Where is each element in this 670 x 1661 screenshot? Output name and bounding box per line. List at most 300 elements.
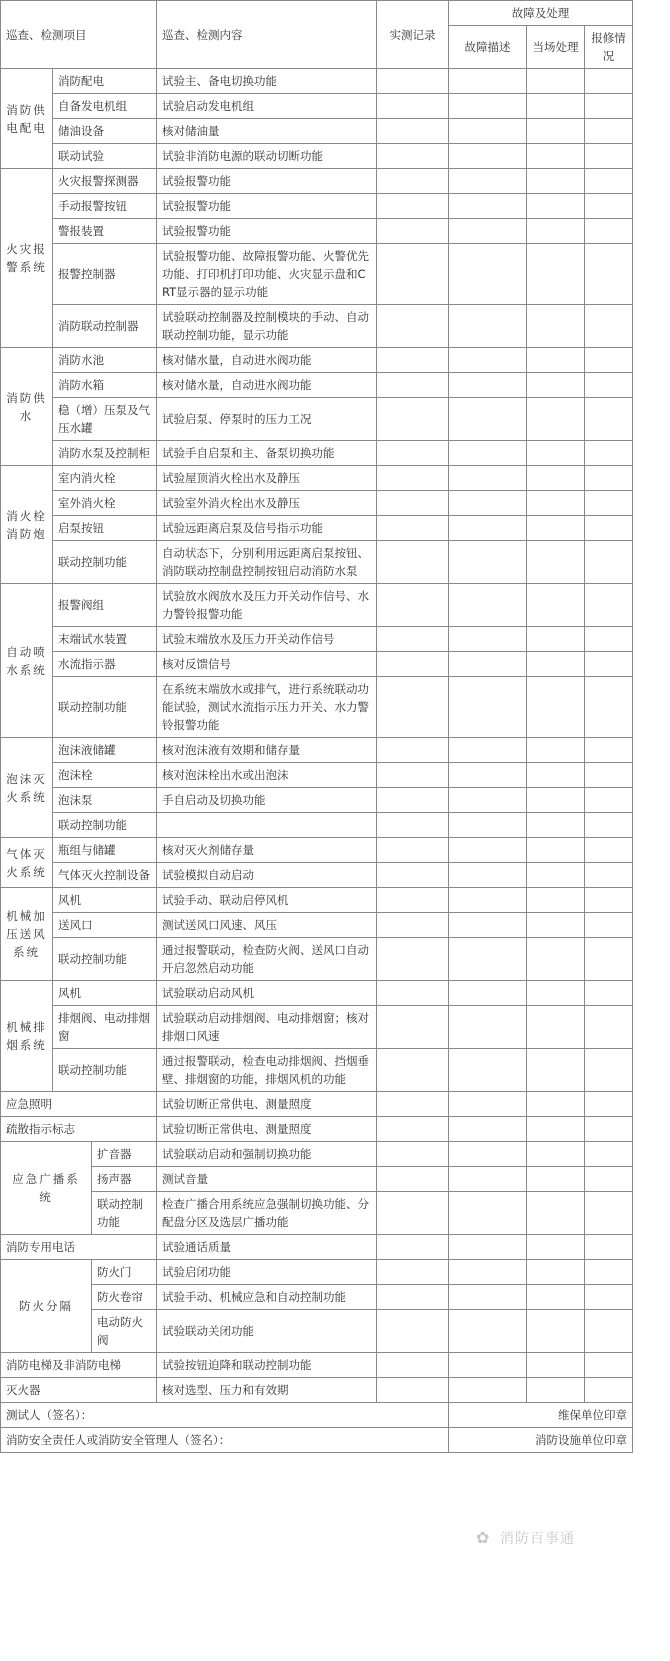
record-cell[interactable] [377, 738, 449, 763]
onsite-cell[interactable] [527, 441, 585, 466]
repair-cell[interactable] [585, 1142, 633, 1167]
manager-signature[interactable]: 消防安全责任人或消防安全管理人（签名）： [1, 1428, 449, 1453]
category-label: 自动喷水系统 [1, 584, 53, 738]
table-row [1, 838, 633, 863]
onsite-cell[interactable] [527, 938, 585, 981]
check-content: 试验放水阀放水及压力开关动作信号、水力警铃报警功能 [157, 584, 377, 627]
sub-item-label: 火灾报警探测器 [53, 169, 157, 194]
fault-desc-cell[interactable] [449, 838, 527, 863]
sub-item-label: 储油设备 [53, 119, 157, 144]
table-row [1, 813, 633, 838]
table-row [1, 913, 633, 938]
sub-item-label: 室外消火栓 [53, 491, 157, 516]
sub-item-label: 手动报警按钮 [53, 194, 157, 219]
onsite-cell[interactable] [527, 738, 585, 763]
record-cell[interactable] [377, 516, 449, 541]
onsite-cell[interactable] [527, 1235, 585, 1260]
check-content: 试验手动、机械应急和自动控制功能 [157, 1285, 377, 1310]
category-label: 防火分隔 [1, 1260, 92, 1353]
category-label: 泡沫灭火系统 [1, 738, 53, 838]
fault-desc-cell[interactable] [449, 738, 527, 763]
table-row [1, 1260, 633, 1285]
onsite-cell[interactable] [527, 244, 585, 305]
record-cell[interactable] [377, 491, 449, 516]
header-content: 巡查、检测内容 [157, 1, 377, 69]
onsite-cell[interactable] [527, 373, 585, 398]
check-content: 试验模拟自动启动 [157, 863, 377, 888]
record-cell[interactable] [377, 652, 449, 677]
fault-desc-cell[interactable] [449, 119, 527, 144]
check-content: 试验启泵、停泵时的压力工况 [157, 398, 377, 441]
record-cell[interactable] [377, 938, 449, 981]
check-content: 试验切断正常供电、测量照度 [157, 1117, 377, 1142]
repair-cell[interactable] [585, 763, 633, 788]
check-content: 核对储水量，自动进水阀功能 [157, 348, 377, 373]
header-onsite: 当场处理 [527, 26, 585, 69]
item-label: 消防电梯及非消防电梯 [1, 1353, 157, 1378]
category-label: 应急广播系统 [1, 1142, 92, 1235]
table-row [1, 373, 633, 398]
onsite-cell[interactable] [527, 652, 585, 677]
repair-cell[interactable] [585, 1378, 633, 1403]
check-content: 试验报警功能 [157, 194, 377, 219]
record-cell[interactable] [377, 1006, 449, 1049]
record-cell[interactable] [377, 441, 449, 466]
onsite-cell[interactable] [527, 1092, 585, 1117]
onsite-cell[interactable] [527, 1117, 585, 1142]
table-row [1, 144, 633, 169]
header-repair: 报修情况 [585, 26, 633, 69]
table-row [1, 1235, 633, 1260]
fault-desc-cell[interactable] [449, 863, 527, 888]
repair-cell[interactable] [585, 1285, 633, 1310]
category-label: 消防供水 [1, 348, 53, 466]
fault-desc-cell[interactable] [449, 516, 527, 541]
fault-desc-cell[interactable] [449, 1260, 527, 1285]
record-cell[interactable] [377, 169, 449, 194]
record-cell[interactable] [377, 913, 449, 938]
check-content: 试验启闭功能 [157, 1260, 377, 1285]
check-content: 在系统末端放水或排气，进行系统联动功能试验，测试水流指示压力开关、水力警铃报警功能 [157, 677, 377, 738]
wechat-icon: ✿ [476, 1528, 490, 1547]
table-row [1, 1092, 633, 1117]
check-content: 检查广播合用系统应急强制切换功能、分配盘分区及选层广播功能 [157, 1192, 377, 1235]
table-row [1, 1378, 633, 1403]
category-label: 火灾报警系统 [1, 169, 53, 348]
repair-cell[interactable] [585, 888, 633, 913]
table-row [1, 738, 633, 763]
fault-desc-cell[interactable] [449, 441, 527, 466]
check-content [157, 813, 377, 838]
check-content: 试验主、备电切换功能 [157, 69, 377, 94]
check-content: 试验启动发电机组 [157, 94, 377, 119]
table-row [1, 1310, 633, 1353]
onsite-cell[interactable] [527, 348, 585, 373]
check-content: 试验非消防电源的联动切断功能 [157, 144, 377, 169]
table-row [1, 1049, 633, 1092]
onsite-cell[interactable] [527, 169, 585, 194]
record-cell[interactable] [377, 1353, 449, 1378]
onsite-cell[interactable] [527, 1006, 585, 1049]
record-cell[interactable] [377, 348, 449, 373]
fault-desc-cell[interactable] [449, 813, 527, 838]
onsite-cell[interactable] [527, 584, 585, 627]
onsite-cell[interactable] [527, 1378, 585, 1403]
check-content: 核对反馈信号 [157, 652, 377, 677]
table-row [1, 541, 633, 584]
repair-cell[interactable] [585, 1092, 633, 1117]
tester-signature[interactable]: 测试人（签名）： [1, 1403, 449, 1428]
check-content: 试验按钮迫降和联动控制功能 [157, 1353, 377, 1378]
check-content: 核对储油量 [157, 119, 377, 144]
fault-desc-cell[interactable] [449, 541, 527, 584]
record-cell[interactable] [377, 194, 449, 219]
repair-cell[interactable] [585, 1117, 633, 1142]
sub-item-label: 消防联动控制器 [53, 305, 157, 348]
fault-desc-cell[interactable] [449, 1049, 527, 1092]
onsite-cell[interactable] [527, 677, 585, 738]
fault-desc-cell[interactable] [449, 305, 527, 348]
table-row [1, 69, 633, 94]
record-cell[interactable] [377, 763, 449, 788]
check-content: 试验联动启动和强制切换功能 [157, 1142, 377, 1167]
category-label: 机械排烟系统 [1, 981, 53, 1092]
onsite-cell[interactable] [527, 788, 585, 813]
repair-cell[interactable] [585, 1353, 633, 1378]
item-label: 消防专用电话 [1, 1235, 157, 1260]
record-cell[interactable] [377, 305, 449, 348]
check-content: 试验联动启动排烟阀、电动排烟窗；核对排烟口风速 [157, 1006, 377, 1049]
record-cell[interactable] [377, 119, 449, 144]
table-row [1, 466, 633, 491]
onsite-cell[interactable] [527, 119, 585, 144]
table-row [1, 305, 633, 348]
repair-cell[interactable] [585, 516, 633, 541]
maint-stamp-label: 维保单位印章 [449, 1403, 633, 1428]
onsite-cell[interactable] [527, 1310, 585, 1353]
table-row [1, 1285, 633, 1310]
fault-desc-cell[interactable] [449, 1235, 527, 1260]
check-content: 测试送风口风速、风压 [157, 913, 377, 938]
sub-item-label: 报警阀组 [53, 584, 157, 627]
record-cell[interactable] [377, 981, 449, 1006]
fault-desc-cell[interactable] [449, 398, 527, 441]
table-row [1, 194, 633, 219]
check-content: 试验联动关闭功能 [157, 1310, 377, 1353]
fault-desc-cell[interactable] [449, 652, 527, 677]
header-fault-group: 故障及处理 [449, 1, 633, 26]
record-cell[interactable] [377, 1092, 449, 1117]
record-cell[interactable] [377, 94, 449, 119]
record-cell[interactable] [377, 219, 449, 244]
check-content: 试验报警功能、故障报警功能、火警优先功能、打印机打印功能、火灾显示盘和CRT显示器的显示功能 [157, 244, 377, 305]
sub-item-label: 联动控制功能 [53, 813, 157, 838]
repair-cell[interactable] [585, 838, 633, 863]
record-cell[interactable] [377, 627, 449, 652]
repair-cell[interactable] [585, 863, 633, 888]
sub-item-label: 警报装置 [53, 219, 157, 244]
check-content: 试验报警功能 [157, 169, 377, 194]
record-cell[interactable] [377, 1192, 449, 1235]
record-cell[interactable] [377, 813, 449, 838]
sub-item-label: 联动控制功能 [53, 938, 157, 981]
repair-cell[interactable] [585, 627, 633, 652]
table-row [1, 652, 633, 677]
table-row [1, 1006, 633, 1049]
fault-desc-cell[interactable] [449, 1192, 527, 1235]
table-row [1, 627, 633, 652]
repair-cell[interactable] [585, 1167, 633, 1192]
fault-desc-cell[interactable] [449, 627, 527, 652]
fault-desc-cell[interactable] [449, 1285, 527, 1310]
check-content: 通过报警联动，检查防火阀、送风口自动开启忽然启动功能 [157, 938, 377, 981]
fault-desc-cell[interactable] [449, 373, 527, 398]
onsite-cell[interactable] [527, 1353, 585, 1378]
sub-item-label: 泡沫液储罐 [53, 738, 157, 763]
repair-cell[interactable] [585, 244, 633, 305]
signature-row [1, 1403, 633, 1428]
table-row [1, 1167, 633, 1192]
record-cell[interactable] [377, 677, 449, 738]
table-row [1, 788, 633, 813]
sub-item-label: 联动控制功能 [53, 677, 157, 738]
onsite-cell[interactable] [527, 1049, 585, 1092]
fault-desc-cell[interactable] [449, 584, 527, 627]
repair-cell[interactable] [585, 677, 633, 738]
record-cell[interactable] [377, 373, 449, 398]
repair-cell[interactable] [585, 491, 633, 516]
record-cell[interactable] [377, 888, 449, 913]
repair-cell[interactable] [585, 94, 633, 119]
repair-cell[interactable] [585, 1310, 633, 1353]
sub-item-label: 水流指示器 [53, 652, 157, 677]
onsite-cell[interactable] [527, 94, 585, 119]
record-cell[interactable] [377, 584, 449, 627]
repair-cell[interactable] [585, 466, 633, 491]
onsite-cell[interactable] [527, 219, 585, 244]
repair-cell[interactable] [585, 788, 633, 813]
fault-desc-cell[interactable] [449, 938, 527, 981]
check-content: 试验手自启泵和主、备泵切换功能 [157, 441, 377, 466]
onsite-cell[interactable] [527, 888, 585, 913]
table-row [1, 491, 633, 516]
record-cell[interactable] [377, 541, 449, 584]
repair-cell[interactable] [585, 69, 633, 94]
onsite-cell[interactable] [527, 491, 585, 516]
onsite-cell[interactable] [527, 194, 585, 219]
sub-item-label: 室内消火栓 [53, 466, 157, 491]
fault-desc-cell[interactable] [449, 1353, 527, 1378]
repair-cell[interactable] [585, 398, 633, 441]
onsite-cell[interactable] [527, 516, 585, 541]
onsite-cell[interactable] [527, 913, 585, 938]
record-cell[interactable] [377, 1260, 449, 1285]
repair-cell[interactable] [585, 1049, 633, 1092]
onsite-cell[interactable] [527, 398, 585, 441]
facility-stamp-label: 消防设施单位印章 [449, 1428, 633, 1453]
record-cell[interactable] [377, 1378, 449, 1403]
onsite-cell[interactable] [527, 466, 585, 491]
table-row [1, 94, 633, 119]
fault-desc-cell[interactable] [449, 144, 527, 169]
sub-item-label: 自备发电机组 [53, 94, 157, 119]
repair-cell[interactable] [585, 738, 633, 763]
table-row [1, 516, 633, 541]
fault-desc-cell[interactable] [449, 788, 527, 813]
onsite-cell[interactable] [527, 1192, 585, 1235]
record-cell[interactable] [377, 1049, 449, 1092]
item-label: 灭火器 [1, 1378, 157, 1403]
record-cell[interactable] [377, 1117, 449, 1142]
repair-cell[interactable] [585, 169, 633, 194]
onsite-cell[interactable] [527, 541, 585, 584]
table-row [1, 219, 633, 244]
fault-desc-cell[interactable] [449, 491, 527, 516]
category-label: 机械加压送风系统 [1, 888, 53, 981]
record-cell[interactable] [377, 863, 449, 888]
table-row [1, 244, 633, 305]
sub-item-label: 排烟阀、电动排烟窗 [53, 1006, 157, 1049]
onsite-cell[interactable] [527, 305, 585, 348]
check-content: 手自启动及切换功能 [157, 788, 377, 813]
record-cell[interactable] [377, 1285, 449, 1310]
table-row [1, 441, 633, 466]
check-content: 试验联动控制器及控制模块的手动、自动联动控制功能，显示功能 [157, 305, 377, 348]
repair-cell[interactable] [585, 348, 633, 373]
onsite-cell[interactable] [527, 627, 585, 652]
repair-cell[interactable] [585, 144, 633, 169]
repair-cell[interactable] [585, 1192, 633, 1235]
record-cell[interactable] [377, 398, 449, 441]
repair-cell[interactable] [585, 219, 633, 244]
sub-item-label: 联动试验 [53, 144, 157, 169]
table-row [1, 981, 633, 1006]
fault-desc-cell[interactable] [449, 466, 527, 491]
repair-cell[interactable] [585, 1260, 633, 1285]
fault-desc-cell[interactable] [449, 763, 527, 788]
onsite-cell[interactable] [527, 1142, 585, 1167]
record-cell[interactable] [377, 1167, 449, 1192]
watermark-text: 消防百事通 [500, 1531, 575, 1547]
repair-cell[interactable] [585, 194, 633, 219]
sub-item-label: 稳（增）压泵及气压水罐 [53, 398, 157, 441]
sub-item-label: 泡沫栓 [53, 763, 157, 788]
onsite-cell[interactable] [527, 144, 585, 169]
record-cell[interactable] [377, 144, 449, 169]
record-cell[interactable] [377, 788, 449, 813]
repair-cell[interactable] [585, 119, 633, 144]
category-label: 气体灭火系统 [1, 838, 53, 888]
sub-item-label: 联动控制功能 [92, 1192, 157, 1235]
record-cell[interactable] [377, 466, 449, 491]
sub-item-label: 风机 [53, 981, 157, 1006]
record-cell[interactable] [377, 69, 449, 94]
repair-cell[interactable] [585, 373, 633, 398]
record-cell[interactable] [377, 1235, 449, 1260]
fault-desc-cell[interactable] [449, 219, 527, 244]
sub-item-label: 防火门 [92, 1260, 157, 1285]
record-cell[interactable] [377, 838, 449, 863]
onsite-cell[interactable] [527, 813, 585, 838]
repair-cell[interactable] [585, 541, 633, 584]
fault-desc-cell[interactable] [449, 1117, 527, 1142]
onsite-cell[interactable] [527, 1167, 585, 1192]
table-row [1, 1142, 633, 1167]
record-cell[interactable] [377, 1310, 449, 1353]
table-row [1, 584, 633, 627]
onsite-cell[interactable] [527, 69, 585, 94]
sub-item-label: 电动防火阀 [92, 1310, 157, 1353]
check-content: 试验切断正常供电、测量照度 [157, 1092, 377, 1117]
onsite-cell[interactable] [527, 1260, 585, 1285]
item-label: 疏散指示标志 [1, 1117, 157, 1142]
item-label: 应急照明 [1, 1092, 157, 1117]
fault-desc-cell[interactable] [449, 244, 527, 305]
fault-desc-cell[interactable] [449, 913, 527, 938]
onsite-cell[interactable] [527, 863, 585, 888]
table-row [1, 1192, 633, 1235]
repair-cell[interactable] [585, 913, 633, 938]
fault-desc-cell[interactable] [449, 348, 527, 373]
table-row [1, 938, 633, 981]
fault-desc-cell[interactable] [449, 888, 527, 913]
fault-desc-cell[interactable] [449, 1092, 527, 1117]
check-content: 试验室外消火栓出水及静压 [157, 491, 377, 516]
fault-desc-cell[interactable] [449, 169, 527, 194]
table-row [1, 398, 633, 441]
table-row [1, 888, 633, 913]
repair-cell[interactable] [585, 813, 633, 838]
fault-desc-cell[interactable] [449, 1378, 527, 1403]
category-label: 消防供电配电 [1, 69, 53, 169]
signature-row [1, 1428, 633, 1453]
fault-desc-cell[interactable] [449, 1167, 527, 1192]
repair-cell[interactable] [585, 938, 633, 981]
repair-cell[interactable] [585, 584, 633, 627]
sub-item-label: 报警控制器 [53, 244, 157, 305]
onsite-cell[interactable] [527, 981, 585, 1006]
check-content: 试验手动、联动启停风机 [157, 888, 377, 913]
fault-desc-cell[interactable] [449, 981, 527, 1006]
repair-cell[interactable] [585, 305, 633, 348]
check-content: 试验通话质量 [157, 1235, 377, 1260]
check-content: 核对选型、压力和有效期 [157, 1378, 377, 1403]
sub-item-label: 消防配电 [53, 69, 157, 94]
fault-desc-cell[interactable] [449, 69, 527, 94]
repair-cell[interactable] [585, 441, 633, 466]
record-cell[interactable] [377, 1142, 449, 1167]
fault-desc-cell[interactable] [449, 94, 527, 119]
fault-desc-cell[interactable] [449, 194, 527, 219]
fault-desc-cell[interactable] [449, 677, 527, 738]
onsite-cell[interactable] [527, 1285, 585, 1310]
check-content: 核对泡沫栓出水或出泡沫 [157, 763, 377, 788]
fault-desc-cell[interactable] [449, 1006, 527, 1049]
repair-cell[interactable] [585, 981, 633, 1006]
onsite-cell[interactable] [527, 763, 585, 788]
onsite-cell[interactable] [527, 838, 585, 863]
sub-item-label: 消防水泵及控制柜 [53, 441, 157, 466]
repair-cell[interactable] [585, 652, 633, 677]
fault-desc-cell[interactable] [449, 1142, 527, 1167]
repair-cell[interactable] [585, 1235, 633, 1260]
sub-item-label: 消防水池 [53, 348, 157, 373]
table-row [1, 763, 633, 788]
fault-desc-cell[interactable] [449, 1310, 527, 1353]
record-cell[interactable] [377, 244, 449, 305]
repair-cell[interactable] [585, 1006, 633, 1049]
sub-item-label: 启泵按钮 [53, 516, 157, 541]
